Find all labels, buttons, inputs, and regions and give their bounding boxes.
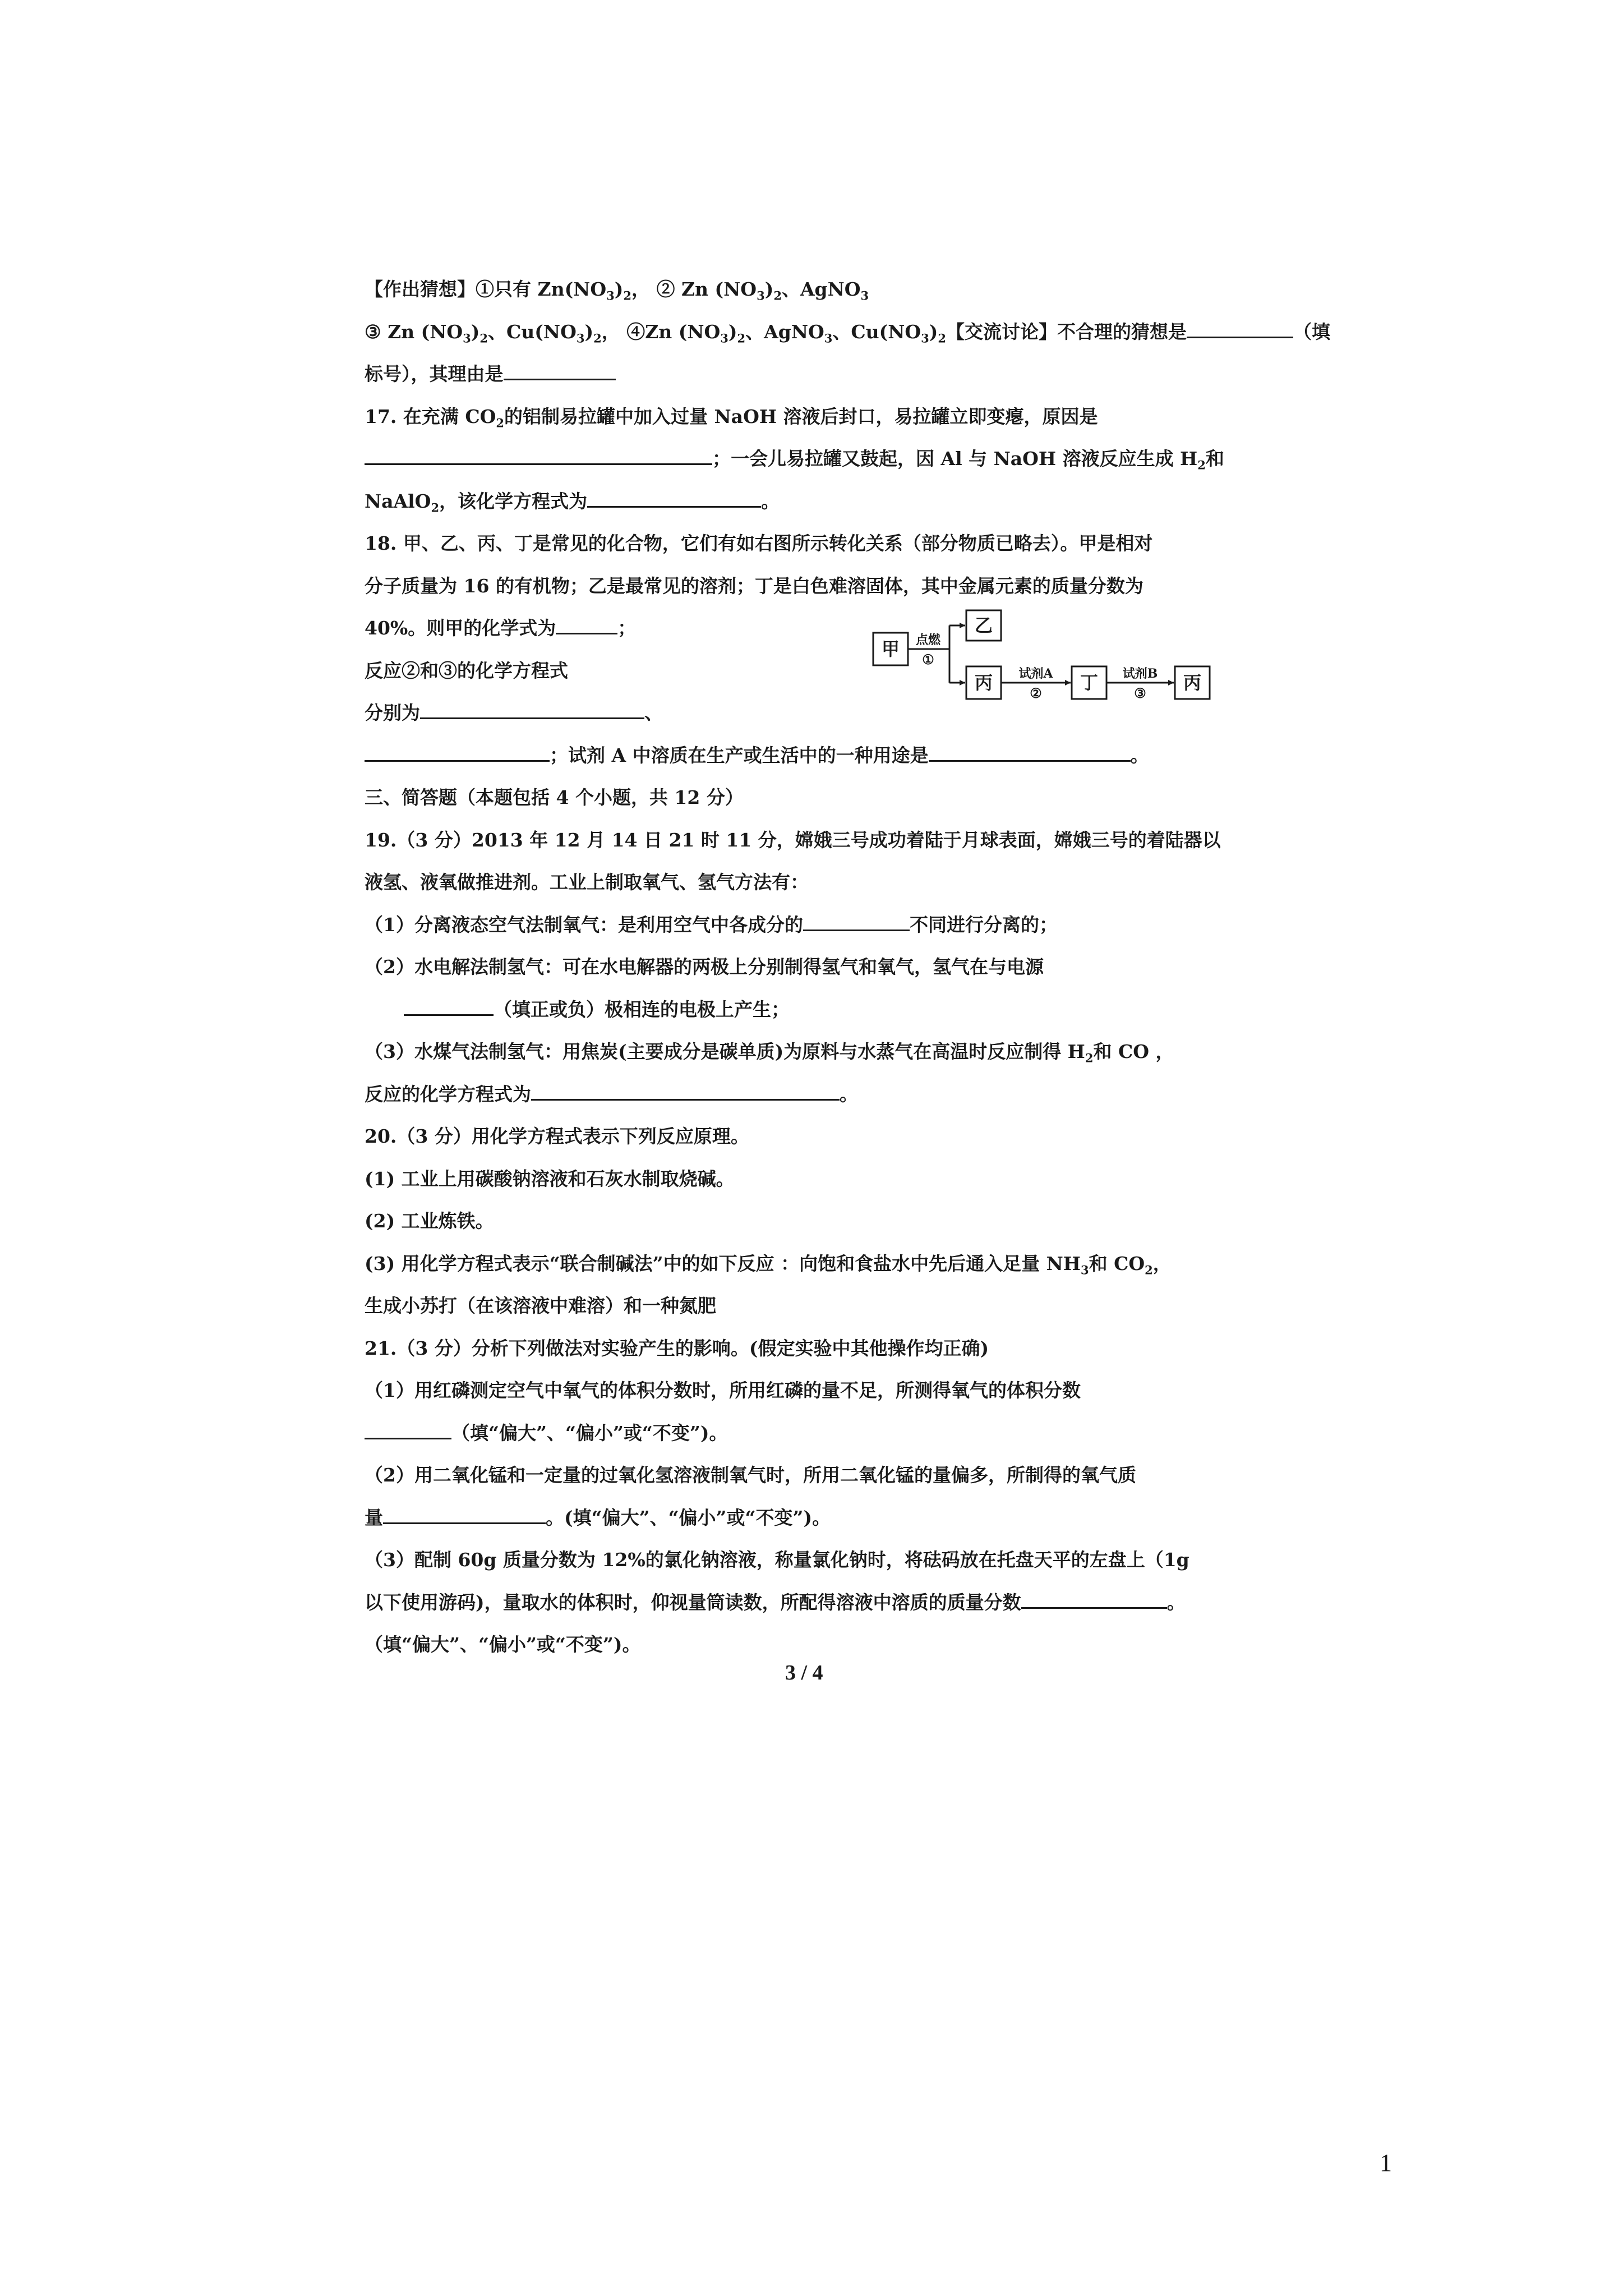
arrowhead-bing [960, 680, 965, 685]
answer-blank[interactable] [404, 997, 494, 1016]
subscript: 3 [576, 331, 585, 346]
label-jia: 甲 [881, 638, 900, 660]
answer-blank[interactable] [383, 1506, 546, 1524]
answer-blank[interactable] [365, 743, 550, 762]
answer-blank[interactable] [531, 1082, 840, 1101]
text: 、AgNO [781, 278, 861, 300]
subscript: 2 [593, 331, 602, 346]
text: ) [584, 320, 594, 343]
text: （1）分离液态空气法制氧气：是利用空气中各成分的 [365, 913, 803, 936]
text: ) [471, 320, 480, 343]
page-number: 1 [1380, 2149, 1392, 2177]
q21-line-6 [365, 1539, 1262, 1581]
subscript: 3 [606, 288, 615, 303]
text: 。(填“偏大”、“偏小”或“不变”)。 [546, 1506, 831, 1529]
answer-blank[interactable] [420, 701, 644, 719]
q21-line-7 [365, 1581, 1262, 1624]
subscript: 2 [773, 288, 782, 303]
q19-line-5 [365, 988, 1262, 1031]
text: 分别为 [365, 702, 420, 724]
q20-line-1 [365, 1115, 1262, 1158]
text: 和 CO [1089, 1252, 1145, 1274]
arrowhead-bing-2 [1168, 680, 1174, 685]
text: ) [764, 278, 774, 300]
text: ，该化学方程式为 [439, 490, 588, 512]
q19-line-4 [365, 946, 1262, 988]
q19-line-6 [365, 1030, 1262, 1073]
text: 、Cu(NO [832, 320, 921, 343]
text: ；试剂 A 中溶质在生产或生活中的一种用途是 [550, 744, 929, 766]
text: 【交流讨论】不合理的猜想是 [946, 320, 1187, 343]
subscript: 3 [824, 331, 833, 346]
subscript: 2 [431, 500, 440, 515]
text: 21.（3 分）分析下列做法对实验产生的影响。(假定实验中其他操作均正确) [365, 1337, 989, 1359]
answer-blank[interactable] [929, 743, 1131, 762]
q21-line-8 [365, 1623, 1262, 1666]
text: （1）用红磷测定空气中氧气的体积分数时，所用红磷的量不足，所测得氧气的体积分数 [365, 1379, 1081, 1401]
q20-line-4 [365, 1243, 1262, 1285]
q16-reason-line [365, 353, 1262, 395]
answer-blank[interactable] [365, 447, 712, 465]
text: ) [929, 320, 938, 343]
text: （填正或负）极相连的电极上产生； [494, 998, 790, 1020]
text: 。 [761, 490, 780, 512]
text: （3）配制 60g 质量分数为 12%的氯化钠溶液，称量氯化钠时，将砝码放在托盘天平的左盘上（1g [365, 1549, 1189, 1571]
step-3: ③ [1134, 685, 1146, 701]
text: 反应②和③的化学方程式 [365, 659, 568, 682]
answer-blank[interactable] [365, 1421, 451, 1439]
text: 17. 在充满 CO [365, 405, 496, 427]
text: （填 [1293, 320, 1331, 343]
subscript: 2 [479, 331, 488, 346]
label-bing-2: 丙 [1183, 672, 1202, 693]
text: 液氢、液氧做推进剂。工业上制取氧气、氢气方法有： [365, 871, 809, 893]
text: 不同进行分离的； [909, 913, 1058, 936]
arrowhead-ding [1065, 680, 1071, 685]
answer-blank[interactable] [556, 616, 617, 634]
q19-line-2 [365, 861, 1262, 904]
text: 【作出猜想】①只有 Zn(NO [365, 278, 607, 300]
q20-line-2 [365, 1158, 1262, 1200]
text: （2）用二氧化锰和一定量的过氧化氢溶液制氧气时，所用二氧化锰的量偏多，所制得的氧气质 [365, 1464, 1136, 1486]
q21-line-2 [365, 1369, 1262, 1412]
q19-line-3 [365, 904, 1262, 946]
subscript: 3 [720, 331, 728, 346]
subscript: 3 [1080, 1263, 1089, 1277]
text: ， ④Zn (NO [601, 320, 721, 343]
text: （填“偏大”、“偏小”或“不变”)。 [451, 1421, 728, 1444]
text: 20.（3 分）用化学方程式表示下列反应原理。 [365, 1125, 749, 1147]
text: （3）水煤气法制氢气：用焦炭(主要成分是碳单质)为原料与水蒸气在高温时反应制得 H [365, 1041, 1085, 1062]
reaction-flow-svg [872, 606, 1220, 707]
subscript: 2 [737, 331, 746, 346]
q20-line-5 [365, 1285, 1262, 1327]
text: 标号），其理由是 [365, 363, 504, 385]
condition-1: 点燃 [915, 633, 941, 647]
text: (3) 用化学方程式表示“联合制碱法”中的如下反应 ：向饱和食盐水中先后通入足量 NH [365, 1252, 1081, 1274]
subscript: 3 [757, 288, 765, 303]
q20-line-3 [365, 1200, 1262, 1243]
subscript: 3 [860, 288, 869, 303]
subscript: 2 [496, 416, 505, 430]
text: 和 CO ， [1093, 1041, 1174, 1062]
q16-guess-line-1 [365, 268, 1262, 311]
exam-content [365, 268, 1331, 1666]
text: 量 [365, 1506, 383, 1529]
q17-line-2 [365, 438, 1262, 480]
text: （填“偏大”、“偏小”或“不变”)。 [365, 1634, 641, 1655]
subscript: 2 [623, 288, 631, 303]
q17-line-3 [365, 480, 1262, 523]
text: 。 [1130, 744, 1149, 766]
arrowhead-yi [960, 623, 965, 628]
text: 40%。则甲的化学式为 [365, 617, 556, 639]
text: （2）水电解法制氢气：可在水电解器的两极上分别制得氢气和氧气，氢气在与电源 [365, 956, 1044, 978]
text: 。 [1166, 1591, 1186, 1613]
text: 、AgNO [745, 320, 824, 343]
step-1: ① [922, 651, 934, 668]
text: (2) 工业炼铁。 [365, 1210, 494, 1232]
text: 的铝制易拉罐中加入过量 NaOH 溶液后封口，易拉罐立即变瘪，原因是 [504, 405, 1098, 427]
text: ， ② Zn (NO [631, 278, 757, 300]
text: ， [1152, 1252, 1172, 1274]
condition-3: 试剂B [1122, 666, 1158, 681]
text: (1) 工业上用碳酸钠溶液和石灰水制取烧碱。 [365, 1167, 735, 1190]
q18-line-6 [365, 734, 1262, 777]
q18-line-2 [365, 565, 1262, 608]
text: 生成小苏打（在该溶液中难溶）和一种氮肥 [365, 1295, 716, 1317]
q21-line-4 [365, 1454, 1262, 1497]
q21-line-1 [365, 1327, 1262, 1370]
text: 反应的化学方程式为 [365, 1083, 531, 1105]
subscript: 3 [463, 331, 471, 346]
text: ) [614, 278, 624, 300]
q21-line-5 [365, 1497, 1262, 1539]
text: 、Cu(NO [488, 320, 577, 343]
text: 分子质量为 16 的有机物；乙是最常见的溶剂；丁是白色难溶固体，其中金属元素的质量分数为 [365, 574, 1144, 597]
subscript: 2 [938, 331, 947, 346]
page-indicator: 3 / 4 [785, 1661, 823, 1685]
text: ；一会儿易拉罐又鼓起，因 Al 与 NaOH 溶液反应生成 H [712, 448, 1198, 470]
text: 以下使用游码)，量取水的体积时，仰视量筒读数，所配得溶液中溶质的质量分数 [365, 1591, 1021, 1613]
text: 三、简答题（本题包括 4 个小题，共 12 分） [365, 786, 744, 808]
q16-guess-line-2 [365, 311, 1331, 353]
q21-line-3 [365, 1412, 1262, 1455]
step-2: ② [1030, 685, 1042, 701]
answer-blank[interactable] [1021, 1590, 1167, 1609]
label-bing: 丙 [974, 672, 993, 693]
q19-line-1 [365, 819, 1262, 862]
section-3-heading [365, 776, 1262, 819]
text: ) [728, 320, 737, 343]
text: ③ Zn (NO [365, 320, 463, 343]
text: 。 [840, 1083, 858, 1105]
condition-2: 试剂A [1018, 666, 1053, 681]
label-yi: 乙 [974, 615, 993, 636]
answer-blank[interactable] [1187, 320, 1293, 338]
text: NaAlO [365, 490, 431, 512]
subscript: 3 [921, 331, 929, 346]
label-ding: 丁 [1080, 672, 1099, 693]
subscript: 2 [1085, 1051, 1094, 1065]
q18-line-1 [365, 522, 1262, 565]
subscript: 2 [1145, 1263, 1153, 1277]
text: 18. 甲、乙、丙、丁是常见的化合物，它们有如右图所示转化关系（部分物质已略去）。甲是相对 [365, 532, 1153, 554]
q19-line-7 [365, 1073, 1262, 1116]
reaction-flow-diagram [872, 606, 1220, 707]
subscript: 2 [1197, 458, 1206, 472]
q17-line-1 [365, 395, 1262, 438]
text: 和 [1205, 448, 1224, 470]
answer-blank[interactable] [504, 362, 616, 380]
answer-blank[interactable] [587, 489, 761, 508]
text: 19.（3 分）2013 年 12 月 14 日 21 时 11 分，嫦娥三号成功着陆于月球表面，嫦娥三号的着陆器以 [365, 829, 1221, 851]
text: ； [617, 617, 637, 639]
answer-blank[interactable] [803, 913, 910, 931]
text: 、 [644, 702, 663, 724]
